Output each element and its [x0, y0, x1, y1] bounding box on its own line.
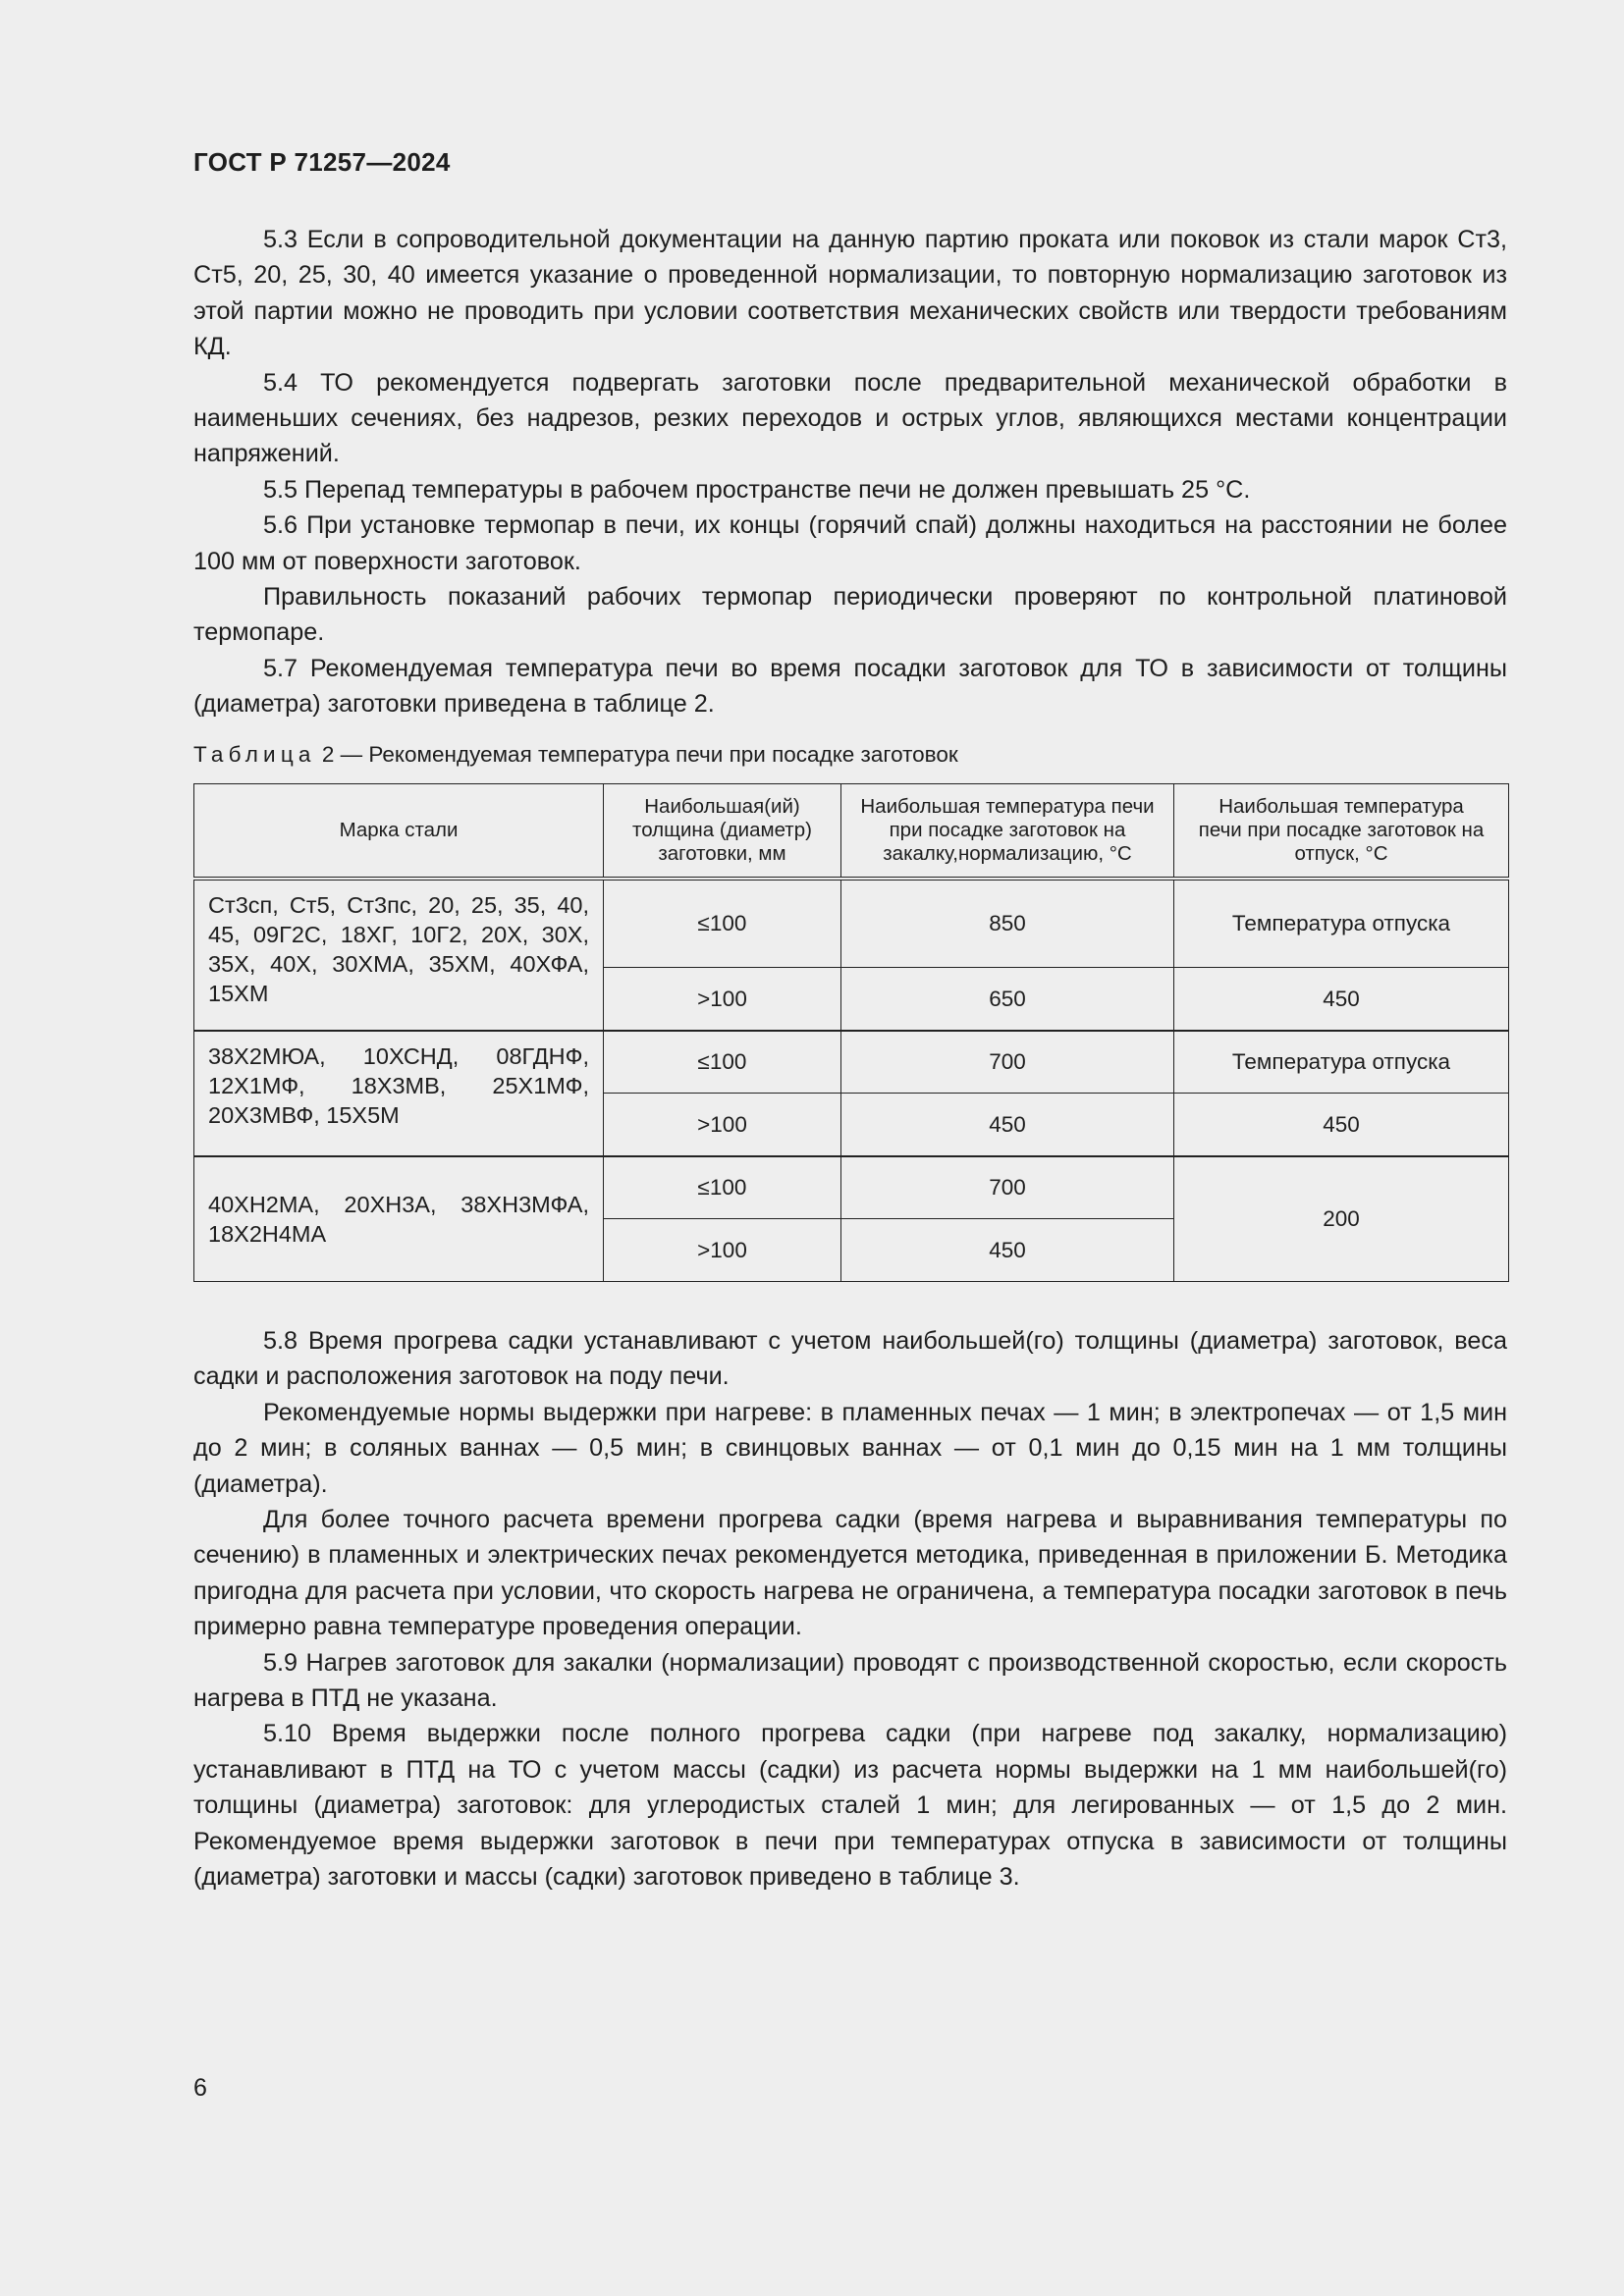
steel-grade-cell: 40ХН2МА, 20ХН3А, 38ХН3МФА, 18Х2Н4МА [194, 1156, 604, 1282]
thickness-cell: ≤100 [604, 1031, 841, 1094]
paragraph-5-9: 5.9 Нагрев заготовок для закалки (нормализации) проводят с производственной скоростью, если скорость нагрева в ПТД не указана. [193, 1648, 1507, 1713]
furnace-temperature-table [193, 783, 1509, 1282]
thickness-cell: >100 [604, 1094, 841, 1157]
thickness-cell: >100 [604, 968, 841, 1032]
header-temper-temperature: Наибольшая температура печи при посадке заготовок на отпуск, °С [1174, 784, 1509, 880]
paragraph-5-6: 5.6 При установке термопар в печи, их концы (горячий спай) должны находиться на расстоянии не более 100 мм от поверхности заготовок. [193, 511, 1507, 575]
table-caption-label: Таблица [193, 742, 316, 767]
temper-temp-cell: 450 [1174, 1094, 1509, 1157]
paragraph-5-8: 5.8 Время прогрева садки устанавливают с учетом наибольшей(го) толщины (диаметра) заготовок, веса садки и расположения заготовок на поду печи. [193, 1327, 1507, 1391]
thickness-cell: ≤100 [604, 879, 841, 968]
temper-temp-cell: Температура отпуска [1174, 1031, 1509, 1094]
page-number: 6 [193, 2074, 207, 2102]
temper-temp-cell: 450 [1174, 968, 1509, 1032]
table-caption [193, 742, 958, 768]
thickness-cell: ≤100 [604, 1156, 841, 1219]
paragraph-5-10: 5.10 Время выдержки после полного прогрева садки (при нагреве под закалку, нормализацию) устанавливают в ПТД на ТО с учетом массы (садки) из расчета нормы выдержки на 1 мм наибольшей(го) толщины (диаметра) заготовок: для углеродистых сталей 1 мин; для легированных — от 1,5 до 2 мин. Рекомендуемое время выдержки заготовок в печи при температурах отпуска в зависимости от толщины (диаметра) заготовки и массы (садки) заготовок приведено в таблице 3. [193, 1720, 1507, 1892]
paragraph-method-appendix: Для более точного расчета времени прогрева садки (время нагрева и выравнивания температуры по сечению) в пламенных и электрических печах рекомендуется методика, приведенная в приложении Б. Методика пригодна для расчета при условии, что скорость нагрева не ограничена, а температура посадки заготовок в печь примерно равна температуре проведения операции. [193, 1506, 1507, 1641]
table-row [194, 1156, 1509, 1219]
quench-temp-cell: 700 [841, 1031, 1174, 1094]
temper-temp-cell: Температура отпуска [1174, 879, 1509, 968]
quench-temp-cell: 450 [841, 1219, 1174, 1282]
table-2-container [193, 783, 1508, 1282]
document-code-header: ГОСТ Р 71257—2024 [193, 147, 451, 177]
header-thickness: Наибольшая(ий) толщина (диаметр) заготовки, мм [604, 784, 841, 880]
paragraph-hold-norms: Рекомендуемые нормы выдержки при нагреве: в пламенных печах — 1 мин; в электропечах — от 1,5 мин до 2 мин; в соляных ваннах — 0,5 мин; в свинцовых ваннах — от 0,1 мин до 0,15 мин на 1 мм толщины (диаметра). [193, 1398, 1507, 1498]
quench-temp-cell: 850 [841, 879, 1174, 968]
paragraph-5-7: 5.7 Рекомендуемая температура печи во время посадки заготовок для ТО в зависимости от толщины (диаметра) заготовки приведена в таблице 2. [193, 654, 1507, 719]
paragraph-5-5: 5.5 Перепад температуры в рабочем пространстве печи не должен превышать 25 °С. [263, 475, 1251, 504]
table-row [194, 879, 1509, 968]
table-header-row [194, 784, 1509, 880]
thickness-cell: >100 [604, 1219, 841, 1282]
paragraph-5-4: 5.4 ТО рекомендуется подвергать заготовки после предварительной механической обработки в наименьших сечениях, без надрезов, резких переходов и острых углов, являющихся местами концентрации напряжений. [193, 368, 1507, 468]
quench-temp-cell: 700 [841, 1156, 1174, 1219]
steel-grade-cell: Ст3сп, Ст5, Ст3пс, 20, 25, 35, 40, 45, 09Г2С, 18ХГ, 10Г2, 20Х, 30Х, 35Х, 40Х, 30ХМА, 35ХМ, 40ХФА, 15ХМ [194, 879, 604, 1031]
body-text-before-table [193, 222, 1507, 722]
header-steel-grade: Марка стали [194, 784, 604, 880]
table-caption-text: 2 — Рекомендуемая температура печи при посадке заготовок [315, 742, 958, 767]
table-row [194, 1031, 1509, 1094]
paragraph-thermocouple-check: Правильность показаний рабочих термопар периодически проверяют по контрольной платиновой термопаре. [193, 583, 1507, 647]
quench-temp-cell: 650 [841, 968, 1174, 1032]
paragraph-5-3: 5.3 Если в сопроводительной документации на данную партию проката или поковок из стали марок Ст3, Ст5, 20, 25, 30, 40 имеется указание о проведенной нормализации, то повторную нормализацию заготовок из этой партии можно не проводить при условии соответствия механических свойств или твердости требованиям КД. [193, 226, 1507, 361]
body-text-after-table [193, 1323, 1507, 1896]
temper-temp-merged-cell: 200 [1174, 1156, 1509, 1282]
quench-temp-cell: 450 [841, 1094, 1174, 1157]
steel-grade-cell: 38Х2МЮА, 10ХСНД, 08ГДНФ, 12Х1МФ, 18Х3МВ, 25Х1МФ, 20Х3МВФ, 15Х5М [194, 1031, 604, 1156]
header-quench-temperature: Наибольшая температура печи при посадке заготовок на закалку,нормализацию, °С [841, 784, 1174, 880]
